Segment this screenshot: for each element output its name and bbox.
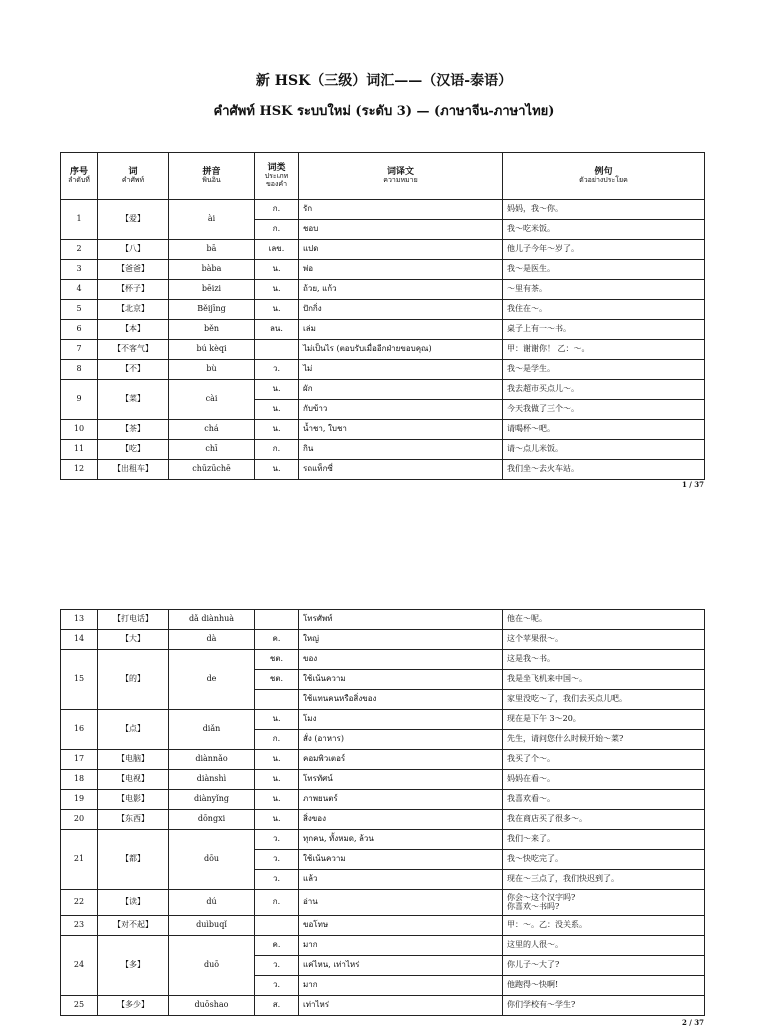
- vocabulary-table: [60, 609, 705, 1016]
- entry-meaning: รัก: [299, 200, 503, 220]
- entry-pinyin: dǎ diànhuà: [169, 610, 255, 630]
- entry-example: 这是我～书。: [503, 650, 705, 670]
- entry-number: 11: [61, 440, 98, 460]
- table-row: [61, 810, 705, 830]
- entry-meaning: รถแท็กซี่: [299, 460, 503, 480]
- entry-word: 【多少】: [98, 996, 169, 1016]
- entry-meaning: โมง: [299, 710, 503, 730]
- entry-meaning: ถ้วย, แก้ว: [299, 280, 503, 300]
- entry-number: 8: [61, 360, 98, 380]
- header-word: 词 คำศัพท์: [98, 153, 169, 200]
- entry-number: 9: [61, 380, 98, 420]
- entry-part-of-speech: [255, 610, 299, 630]
- entry-word: 【八】: [98, 240, 169, 260]
- entry-example: 他在～呢。: [503, 610, 705, 630]
- entry-number: 23: [61, 916, 98, 936]
- entry-meaning: สิ่งของ: [299, 810, 503, 830]
- entry-word: 【爸爸】: [98, 260, 169, 280]
- table-row: [61, 460, 705, 480]
- entry-meaning: น้ำชา, ใบชา: [299, 420, 503, 440]
- entry-meaning: ผัก: [299, 380, 503, 400]
- entry-pinyin: Běijīng: [169, 300, 255, 320]
- entry-example: 请～点儿米饭。: [503, 440, 705, 460]
- entry-word: 【东西】: [98, 810, 169, 830]
- entry-example: 我在商店买了很多～。: [503, 810, 705, 830]
- page-number: 2 / 37: [681, 1018, 704, 1027]
- entry-part-of-speech: ลน.: [255, 320, 299, 340]
- entry-word: 【吃】: [98, 440, 169, 460]
- entry-pinyin: diànnǎo: [169, 750, 255, 770]
- entry-meaning: มาก: [299, 976, 503, 996]
- entry-number: 7: [61, 340, 98, 360]
- table-row: [61, 420, 705, 440]
- entry-part-of-speech: ก.: [255, 730, 299, 750]
- vocabulary-table: [60, 152, 705, 480]
- entry-meaning: มาก: [299, 936, 503, 956]
- entry-example: 我～快吃完了。: [503, 850, 705, 870]
- entry-pinyin: běn: [169, 320, 255, 340]
- table-row: [61, 750, 705, 770]
- entry-part-of-speech: ว.: [255, 830, 299, 850]
- entry-meaning: ไม่: [299, 360, 503, 380]
- table-body: [61, 610, 705, 1016]
- entry-example: 我喜欢看～。: [503, 790, 705, 810]
- entry-part-of-speech: ว.: [255, 870, 299, 890]
- table-row: [61, 340, 705, 360]
- entry-meaning: ชอบ: [299, 220, 503, 240]
- entry-example: 我买了个～。: [503, 750, 705, 770]
- entry-part-of-speech: ก.: [255, 220, 299, 240]
- entry-number: 16: [61, 710, 98, 750]
- entry-meaning: ใช้แทนคนหรือสิ่งของ: [299, 690, 503, 710]
- entry-word: 【电视】: [98, 770, 169, 790]
- entry-pinyin: duō: [169, 936, 255, 996]
- entry-part-of-speech: ชต.: [255, 650, 299, 670]
- entry-example: 现在是下午 3～20。: [503, 710, 705, 730]
- entry-meaning: กิน: [299, 440, 503, 460]
- entry-meaning: ภาพยนตร์: [299, 790, 503, 810]
- table-row: [61, 240, 705, 260]
- entry-meaning: คอมพิวเตอร์: [299, 750, 503, 770]
- entry-part-of-speech: น.: [255, 420, 299, 440]
- table-header-row: [61, 153, 705, 200]
- entry-part-of-speech: ว.: [255, 850, 299, 870]
- table-row: [61, 610, 705, 630]
- entry-pinyin: chī: [169, 440, 255, 460]
- entry-word: 【多】: [98, 936, 169, 996]
- entry-pinyin: cài: [169, 380, 255, 420]
- entry-part-of-speech: ก.: [255, 890, 299, 916]
- entry-example: 我去超市买点儿～。: [503, 380, 705, 400]
- table-body: [61, 200, 705, 480]
- entry-pinyin: duōshao: [169, 996, 255, 1016]
- entry-part-of-speech: น.: [255, 380, 299, 400]
- entry-example: 甲：谢谢你！ 乙：～。: [503, 340, 705, 360]
- entry-number: 22: [61, 890, 98, 916]
- entry-word: 【爱】: [98, 200, 169, 240]
- entry-part-of-speech: ค.: [255, 936, 299, 956]
- entry-word: 【大】: [98, 630, 169, 650]
- entry-example: 我～吃米饭。: [503, 220, 705, 240]
- entry-number: 17: [61, 750, 98, 770]
- entry-part-of-speech: ค.: [255, 630, 299, 650]
- entry-number: 5: [61, 300, 98, 320]
- entry-word: 【对不起】: [98, 916, 169, 936]
- table-row: [61, 890, 705, 916]
- entry-pinyin: bā: [169, 240, 255, 260]
- table-row: [61, 260, 705, 280]
- entry-example: 我们～来了。: [503, 830, 705, 850]
- table-row: [61, 630, 705, 650]
- entry-part-of-speech: ว.: [255, 956, 299, 976]
- entry-word: 【北京】: [98, 300, 169, 320]
- entry-pinyin: bēizi: [169, 280, 255, 300]
- entry-pinyin: dōngxi: [169, 810, 255, 830]
- entry-example: 我～是学生。: [503, 360, 705, 380]
- entry-example: 这个苹果很～。: [503, 630, 705, 650]
- entry-example: 家里没吃～了，我们去买点儿吧。: [503, 690, 705, 710]
- table-row: [61, 650, 705, 670]
- entry-part-of-speech: ว.: [255, 360, 299, 380]
- entry-number: 20: [61, 810, 98, 830]
- document-title-chinese: 新 HSK（三级）词汇——（汉语-泰语）: [255, 73, 513, 89]
- entry-meaning: ทุกคน, ทั้งหมด, ล้วน: [299, 830, 503, 850]
- entry-number: 12: [61, 460, 98, 480]
- entry-word: 【打电话】: [98, 610, 169, 630]
- entry-number: 24: [61, 936, 98, 996]
- entry-part-of-speech: น.: [255, 400, 299, 420]
- entry-number: 15: [61, 650, 98, 710]
- page-number: 1 / 37: [681, 480, 704, 489]
- entry-word: 【杯子】: [98, 280, 169, 300]
- entry-word: 【点】: [98, 710, 169, 750]
- entry-number: 19: [61, 790, 98, 810]
- entry-pinyin: chūzūchē: [169, 460, 255, 480]
- entry-number: 13: [61, 610, 98, 630]
- entry-example: 我是坐飞机来中国～。: [503, 670, 705, 690]
- entry-example: 现在～三点了，我们快迟到了。: [503, 870, 705, 890]
- entry-meaning: กับข้าว: [299, 400, 503, 420]
- entry-meaning: แปด: [299, 240, 503, 260]
- entry-example: ～里有茶。: [503, 280, 705, 300]
- entry-pinyin: bàba: [169, 260, 255, 280]
- entry-example: 你会～这个汉字吗? 你喜欢～书吗?: [503, 890, 705, 916]
- table-row: [61, 790, 705, 810]
- entry-meaning: พ่อ: [299, 260, 503, 280]
- entry-pinyin: dú: [169, 890, 255, 916]
- entry-number: 10: [61, 420, 98, 440]
- entry-part-of-speech: ส.: [255, 996, 299, 1016]
- entry-meaning: ใช้เน้นความ: [299, 850, 503, 870]
- entry-part-of-speech: ว.: [255, 976, 299, 996]
- entry-pinyin: duìbuqǐ: [169, 916, 255, 936]
- header-number: 序号 ลำดับที่: [61, 153, 98, 200]
- entry-part-of-speech: น.: [255, 460, 299, 480]
- entry-meaning: ขอโทษ: [299, 916, 503, 936]
- entry-part-of-speech: ก.: [255, 200, 299, 220]
- entry-number: 4: [61, 280, 98, 300]
- entry-word: 【茶】: [98, 420, 169, 440]
- header-meaning: 词译文 ความหมาย: [299, 153, 503, 200]
- entry-part-of-speech: น.: [255, 260, 299, 280]
- entry-example: 你儿子～大了?: [503, 956, 705, 976]
- entry-word: 【出租车】: [98, 460, 169, 480]
- entry-word: 【不】: [98, 360, 169, 380]
- entry-pinyin: diànshì: [169, 770, 255, 790]
- entry-pinyin: dōu: [169, 830, 255, 890]
- entry-word: 【都】: [98, 830, 169, 890]
- table-row: [61, 996, 705, 1016]
- entry-example: 我住在～。: [503, 300, 705, 320]
- entry-meaning: โทรทัศน์: [299, 770, 503, 790]
- entry-pinyin: diǎn: [169, 710, 255, 750]
- entry-example: 请喝杯～吧。: [503, 420, 705, 440]
- header-part-of-speech: 词类 ประเภท ของคำ: [255, 153, 299, 200]
- entry-word: 【读】: [98, 890, 169, 916]
- entry-pinyin: bù: [169, 360, 255, 380]
- entry-meaning: ไม่เป็นไร (ตอบรับเมื่ออีกฝ่ายขอบคุณ): [299, 340, 503, 360]
- table-row: [61, 360, 705, 380]
- table-row: [61, 300, 705, 320]
- entry-example: 妈妈在看～。: [503, 770, 705, 790]
- entry-example: 桌子上有一～书。: [503, 320, 705, 340]
- entry-word: 【本】: [98, 320, 169, 340]
- entry-example: 这里的人很～。: [503, 936, 705, 956]
- entry-pinyin: dà: [169, 630, 255, 650]
- entry-part-of-speech: [255, 690, 299, 710]
- entry-word: 【电影】: [98, 790, 169, 810]
- entry-part-of-speech: เลข.: [255, 240, 299, 260]
- table-row: [61, 320, 705, 340]
- entry-example: 我～是医生。: [503, 260, 705, 280]
- table-row: [61, 916, 705, 936]
- entry-part-of-speech: น.: [255, 750, 299, 770]
- entry-number: 14: [61, 630, 98, 650]
- table-row: [61, 440, 705, 460]
- header-example: 例句 ตัวอย่างประโยค: [503, 153, 705, 200]
- entry-word: 【的】: [98, 650, 169, 710]
- entry-meaning: เท่าไหร่: [299, 996, 503, 1016]
- entry-number: 3: [61, 260, 98, 280]
- entry-number: 6: [61, 320, 98, 340]
- entry-example: 甲：～。乙：没关系。: [503, 916, 705, 936]
- entry-word: 【不客气】: [98, 340, 169, 360]
- entry-pinyin: bú kèqi: [169, 340, 255, 360]
- entry-number: 25: [61, 996, 98, 1016]
- entry-number: 1: [61, 200, 98, 240]
- entry-example: 他儿子今年～岁了。: [503, 240, 705, 260]
- entry-number: 21: [61, 830, 98, 890]
- entry-pinyin: chá: [169, 420, 255, 440]
- entry-example: 妈妈，我～你。: [503, 200, 705, 220]
- entry-pinyin: ài: [169, 200, 255, 240]
- entry-meaning: แล้ว: [299, 870, 503, 890]
- entry-part-of-speech: น.: [255, 300, 299, 320]
- table-row: [61, 380, 705, 400]
- entry-pinyin: de: [169, 650, 255, 710]
- entry-part-of-speech: ก.: [255, 440, 299, 460]
- entry-number: 18: [61, 770, 98, 790]
- entry-meaning: ปักกิ่ง: [299, 300, 503, 320]
- table-row: [61, 200, 705, 220]
- entry-word: 【菜】: [98, 380, 169, 420]
- entry-part-of-speech: ชต.: [255, 670, 299, 690]
- table-row: [61, 710, 705, 730]
- entry-part-of-speech: [255, 340, 299, 360]
- table-row: [61, 770, 705, 790]
- entry-part-of-speech: น.: [255, 810, 299, 830]
- document-title-thai: คำศัพท์ HSK ระบบใหม่ (ระดับ 3) — (ภาษาจีน-ภาษาไทย): [213, 104, 555, 119]
- entry-part-of-speech: น.: [255, 280, 299, 300]
- entry-part-of-speech: น.: [255, 790, 299, 810]
- table-row: [61, 936, 705, 956]
- entry-meaning: ของ: [299, 650, 503, 670]
- table-row: [61, 280, 705, 300]
- entry-example: 先生，请问您什么时候开始～菜?: [503, 730, 705, 750]
- entry-number: 2: [61, 240, 98, 260]
- header-pinyin: 拼音 พินอิน: [169, 153, 255, 200]
- entry-example: 你们学校有～学生?: [503, 996, 705, 1016]
- entry-part-of-speech: น.: [255, 710, 299, 730]
- entry-meaning: สั่ง (อาหาร): [299, 730, 503, 750]
- entry-part-of-speech: [255, 916, 299, 936]
- entry-meaning: อ่าน: [299, 890, 503, 916]
- entry-meaning: ใช้เน้นความ: [299, 670, 503, 690]
- entry-example: 我们坐～去火车站。: [503, 460, 705, 480]
- entry-part-of-speech: น.: [255, 770, 299, 790]
- entry-meaning: ใหญ่: [299, 630, 503, 650]
- entry-pinyin: diànyǐng: [169, 790, 255, 810]
- entry-example: 他跑得～快啊!: [503, 976, 705, 996]
- entry-example: 今天我做了三个～。: [503, 400, 705, 420]
- table-row: [61, 830, 705, 850]
- entry-word: 【电脑】: [98, 750, 169, 770]
- entry-meaning: โทรศัพท์: [299, 610, 503, 630]
- entry-meaning: แค่ไหน, เท่าไหร่: [299, 956, 503, 976]
- entry-meaning: เล่ม: [299, 320, 503, 340]
